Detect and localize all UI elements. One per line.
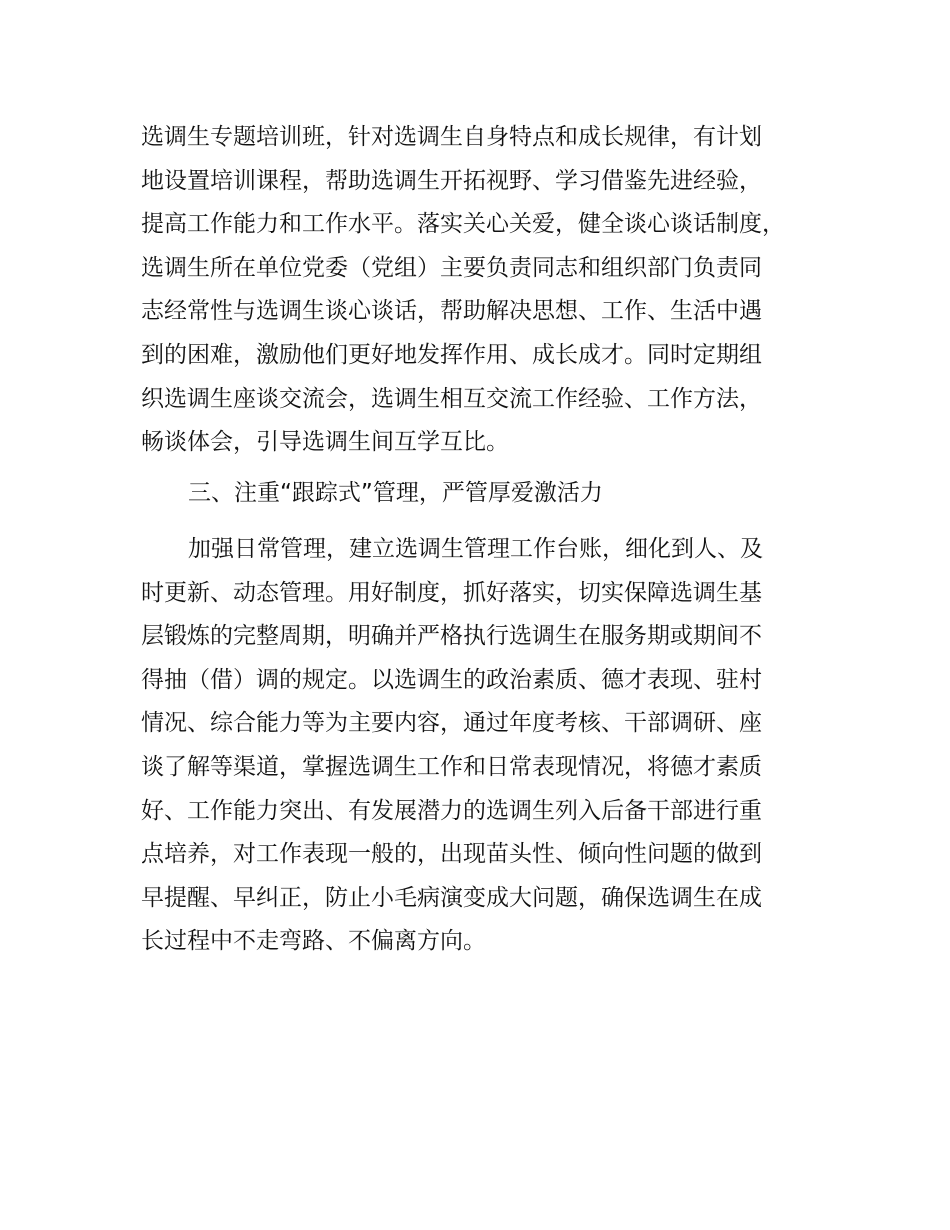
- paragraph-line: 畅谈体会，引导选调生间互学互比。: [141, 429, 509, 456]
- paragraph-line: 点培养，对工作表现一般的，出现苗头性、倾向性问题的做到: [141, 841, 762, 868]
- paragraph-line: 好、工作能力突出、有发展潜力的选调生列入后备干部进行重: [141, 797, 762, 824]
- paragraph-line: 织选调生座谈交流会，选调生相互交流工作经验、工作方法，: [141, 385, 762, 412]
- paragraph-line: 提高工作能力和工作水平。落实关心关爱，健全谈心谈话制度，: [141, 211, 785, 238]
- paragraph-line: 选调生所在单位党委（党组）主要负责同志和组织部门负责同: [141, 254, 762, 281]
- paragraph-line: 选调生专题培训班，针对选调生自身特点和成长规律，有计划: [141, 124, 762, 150]
- paragraph-line: 志经常性与选调生谈心谈话，帮助解决思想、工作、生活中遇: [141, 298, 762, 325]
- paragraph-line: 地设置培训课程，帮助选调生开拓视野、学习借鉴先进经验，: [141, 167, 762, 194]
- paragraph-line: 到的困难，激励他们更好地发挥作用、成长成才。同时定期组: [141, 341, 762, 368]
- paragraph-line: 早提醒、早纠正，防止小毛病演变成大问题，确保选调生在成: [141, 884, 762, 911]
- section-heading: [141, 472, 841, 516]
- section-heading-text: 三、注重“跟踪式”管理，严管厚爱激活力: [188, 480, 603, 506]
- paragraph-line: 谈了解等渠道，掌握选调生工作和日常表现情况，将德才素质: [141, 753, 762, 780]
- paragraph-line: 层锻炼的完整周期，明确并严格执行选调生在服务期或期间不: [141, 623, 762, 650]
- paragraph-line: 长过程中不走弯路、不偏离方向。: [141, 928, 486, 955]
- paragraph-daily-management: [141, 528, 841, 964]
- paragraph-line: 得抽（借）调的规定。以选调生的政治素质、德才表现、驻村: [141, 666, 762, 693]
- paragraph-line: 加强日常管理，建立选调生管理工作台账，细化到人、及: [188, 536, 763, 562]
- paragraph-line: 时更新、动态管理。用好制度，抓好落实，切实保障选调生基: [141, 579, 762, 606]
- paragraph-line: 情况、综合能力等为主要内容，通过年度考核、干部调研、座: [141, 710, 762, 737]
- paragraph-training-care: [141, 116, 841, 465]
